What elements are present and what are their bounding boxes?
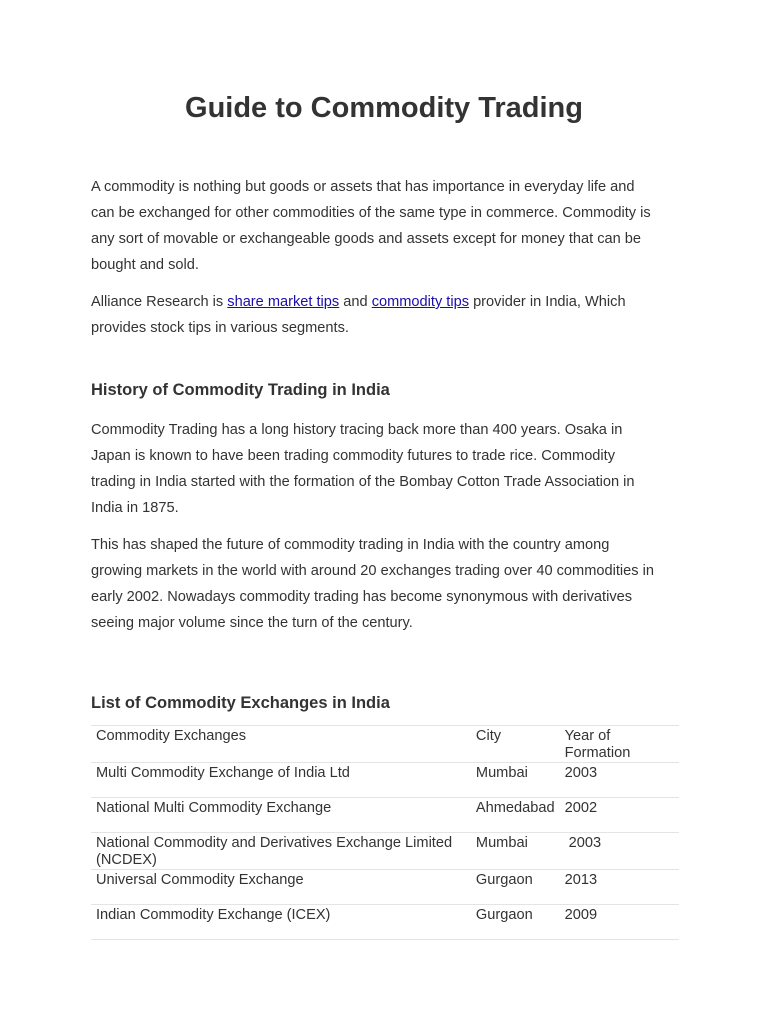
exchange-city: Mumbai <box>471 763 560 798</box>
history-line: This has shaped the future of commodity trading in India with the country among <box>91 537 610 553</box>
table-row <box>91 798 679 833</box>
column-header-exchange: Commodity Exchanges <box>91 726 471 763</box>
exchange-year: 2009 <box>560 905 679 940</box>
exchange-year: 2003 <box>560 763 679 798</box>
exchange-name: Universal Commodity Exchange <box>91 870 471 905</box>
alliance-suffix: provider in India, Which <box>469 294 626 310</box>
alliance-middle: and <box>339 294 372 310</box>
history-paragraph-1 <box>91 417 691 521</box>
exchange-city: Ahmedabad <box>471 798 560 833</box>
table-row <box>91 833 679 870</box>
intro-line: A commodity is nothing but goods or assets that has importance in everyday life and <box>91 179 635 195</box>
exchange-year: 2002 <box>560 798 679 833</box>
exchanges-heading: List of Commodity Exchanges in India <box>91 694 390 712</box>
exchanges-table <box>91 725 679 940</box>
history-heading: History of Commodity Trading in India <box>91 381 390 399</box>
history-line: early 2002. Nowadays commodity trading has become synonymous with derivatives <box>91 589 633 605</box>
alliance-prefix: Alliance Research is <box>91 294 228 310</box>
exchange-year: 2003 <box>560 833 679 870</box>
intro-line: bought and sold. <box>91 257 199 273</box>
history-line: Commodity Trading has a long history tracing back more than 400 years. Osaka in <box>91 422 623 438</box>
exchange-city: Gurgaon <box>471 870 560 905</box>
exchange-name: National Commodity and Derivatives Exchange Limited (NCDEX) <box>91 833 471 870</box>
exchange-city: Mumbai <box>471 833 560 870</box>
history-line: India in 1875. <box>91 500 179 516</box>
intro-paragraph <box>91 174 691 278</box>
history-paragraph-2 <box>91 532 691 636</box>
exchange-year: 2013 <box>560 870 679 905</box>
exchange-name: Multi Commodity Exchange of India Ltd <box>91 763 471 798</box>
table-row <box>91 870 679 905</box>
page-title: Guide to Commodity Trading <box>185 92 583 124</box>
alliance-line: provides stock tips in various segments. <box>91 320 349 336</box>
exchange-name: Indian Commodity Exchange (ICEX) <box>91 905 471 940</box>
intro-line: can be exchanged for other commodities of the same type in commerce. Commodity is <box>91 205 651 221</box>
table-row <box>91 763 679 798</box>
table-header-row <box>91 726 679 763</box>
history-line: seeing major volume since the turn of the century. <box>91 615 413 631</box>
table-row <box>91 905 679 940</box>
column-header-city: City <box>471 726 560 763</box>
history-line: trading in India started with the formation of the Bombay Cotton Trade Association in <box>91 474 635 490</box>
exchange-city: Gurgaon <box>471 905 560 940</box>
history-line: growing markets in the world with around 20 exchanges trading over 40 commodities in <box>91 563 654 579</box>
intro-line: any sort of movable or exchangeable goods and assets except for money that can be <box>91 231 642 247</box>
alliance-paragraph <box>91 289 691 341</box>
exchange-name: National Multi Commodity Exchange <box>91 798 471 833</box>
history-line: Japan is known to have been trading commodity futures to trade rice. Commodity <box>91 448 616 464</box>
commodity-tips-link[interactable]: commodity tips <box>371 294 470 310</box>
alliance-line <box>91 289 691 315</box>
share-market-tips-link[interactable]: share market tips <box>227 294 340 310</box>
column-header-year: Year of Formation <box>560 726 679 763</box>
